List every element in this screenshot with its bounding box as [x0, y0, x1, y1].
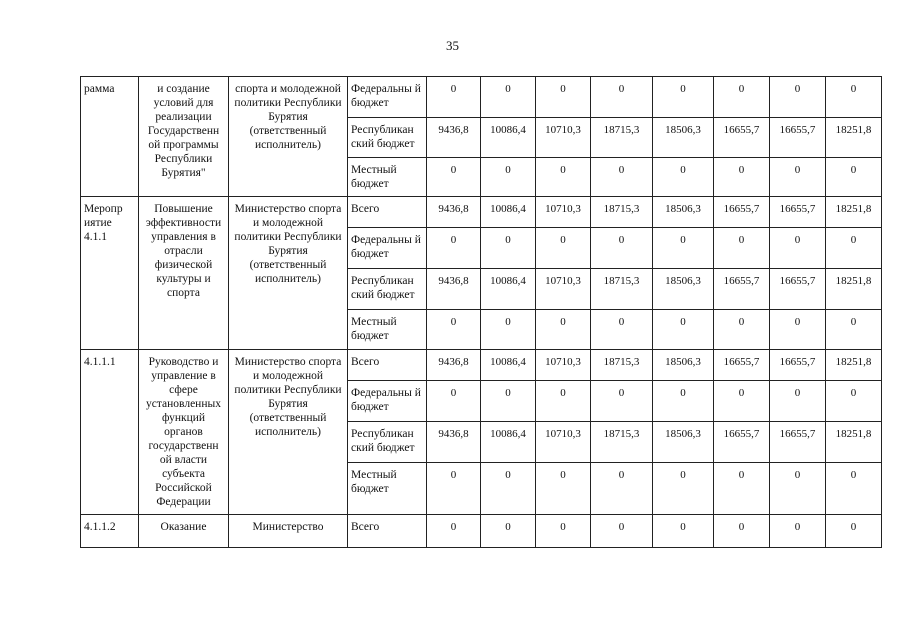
table-row: [81, 197, 882, 228]
funding-value: 0: [427, 310, 481, 350]
funding-value: 10710,3: [536, 422, 591, 463]
funding-value: 10086,4: [481, 269, 536, 310]
funding-value: 0: [536, 310, 591, 350]
funding-value: 0: [653, 515, 714, 548]
funding-value: 0: [826, 381, 882, 422]
funding-value: 0: [481, 381, 536, 422]
funding-value: 0: [770, 310, 826, 350]
funding-value: 0: [427, 228, 481, 269]
funding-value: 16655,7: [714, 197, 770, 228]
row-executor: Министерство: [229, 515, 348, 548]
funding-value: 18251,8: [826, 422, 882, 463]
funding-value: 0: [653, 77, 714, 118]
funding-value: 0: [714, 228, 770, 269]
funding-value: 16655,7: [714, 118, 770, 158]
row-code: Меропр иятие 4.1.1: [81, 197, 139, 350]
page-number: 35: [446, 38, 459, 53]
funding-value: 0: [714, 77, 770, 118]
funding-value: 16655,7: [770, 118, 826, 158]
funding-value: 0: [536, 381, 591, 422]
funding-value: 0: [653, 228, 714, 269]
funding-value: 0: [826, 77, 882, 118]
funding-value: 9436,8: [427, 269, 481, 310]
funding-value: 0: [770, 228, 826, 269]
funding-value: 0: [770, 77, 826, 118]
funding-value: 0: [481, 310, 536, 350]
funding-value: 18506,3: [653, 422, 714, 463]
funding-value: 18715,3: [591, 350, 653, 381]
funding-value: 16655,7: [714, 269, 770, 310]
funding-value: 0: [714, 515, 770, 548]
funding-source: Всего: [348, 350, 427, 381]
funding-source: Республикан ский бюджет: [348, 269, 427, 310]
funding-value: 10086,4: [481, 350, 536, 381]
budget-table-body: [81, 77, 882, 548]
funding-value: 0: [536, 77, 591, 118]
funding-value: 16655,7: [770, 350, 826, 381]
row-name: Руководство и управление в сфере установленных функций органов государственн ой власти субъекта Российской Федерации: [139, 350, 229, 515]
row-executor: Министерство спорта и молодежной политики Республики Бурятия (ответственный исполнитель): [229, 350, 348, 515]
funding-value: 0: [826, 158, 882, 197]
funding-value: 18251,8: [826, 118, 882, 158]
funding-value: 0: [427, 77, 481, 118]
funding-value: 9436,8: [427, 350, 481, 381]
funding-value: 0: [536, 463, 591, 515]
funding-value: 0: [591, 158, 653, 197]
funding-value: 18715,3: [591, 422, 653, 463]
funding-source: Федеральны й бюджет: [348, 228, 427, 269]
funding-value: 9436,8: [427, 197, 481, 228]
funding-value: 10710,3: [536, 197, 591, 228]
funding-value: 0: [770, 515, 826, 548]
funding-source: Всего: [348, 197, 427, 228]
funding-source: Местный бюджет: [348, 158, 427, 197]
table-row: [81, 350, 882, 381]
funding-value: 10086,4: [481, 197, 536, 228]
funding-value: 0: [591, 228, 653, 269]
funding-value: 0: [591, 463, 653, 515]
funding-value: 0: [714, 463, 770, 515]
funding-source: Местный бюджет: [348, 310, 427, 350]
funding-value: 0: [427, 515, 481, 548]
funding-value: 18715,3: [591, 118, 653, 158]
funding-value: 0: [770, 381, 826, 422]
funding-value: 0: [591, 515, 653, 548]
funding-value: 0: [591, 77, 653, 118]
funding-source: Местный бюджет: [348, 463, 427, 515]
funding-value: 16655,7: [770, 197, 826, 228]
funding-value: 0: [770, 158, 826, 197]
funding-source: Федеральны й бюджет: [348, 381, 427, 422]
funding-value: 18715,3: [591, 197, 653, 228]
row-code: рамма: [81, 77, 139, 197]
funding-value: 18251,8: [826, 197, 882, 228]
funding-source: Федеральны й бюджет: [348, 77, 427, 118]
table-row: [81, 77, 882, 118]
row-name: Оказание: [139, 515, 229, 548]
funding-value: 0: [481, 158, 536, 197]
funding-value: 0: [481, 463, 536, 515]
funding-value: 0: [591, 381, 653, 422]
budget-table: [80, 76, 882, 548]
funding-value: 16655,7: [770, 422, 826, 463]
funding-value: 0: [826, 463, 882, 515]
row-name: Повышение эффективности управления в отрасли физической культуры и спорта: [139, 197, 229, 350]
funding-value: 10710,3: [536, 350, 591, 381]
funding-value: 16655,7: [770, 269, 826, 310]
funding-value: 18506,3: [653, 118, 714, 158]
funding-value: 0: [714, 381, 770, 422]
funding-value: 0: [653, 310, 714, 350]
row-name: и создание условий для реализации Государственн ой программы Республики Бурятия": [139, 77, 229, 197]
funding-value: 0: [653, 158, 714, 197]
funding-value: 18506,3: [653, 197, 714, 228]
funding-value: 9436,8: [427, 118, 481, 158]
funding-value: 0: [481, 515, 536, 548]
funding-value: 18251,8: [826, 269, 882, 310]
funding-value: 0: [770, 463, 826, 515]
funding-source: Республикан ский бюджет: [348, 118, 427, 158]
funding-value: 0: [481, 77, 536, 118]
funding-value: 0: [653, 463, 714, 515]
funding-value: 0: [427, 463, 481, 515]
row-code: 4.1.1.2: [81, 515, 139, 548]
row-executor: спорта и молодежной политики Республики Бурятия (ответственный исполнитель): [229, 77, 348, 197]
funding-value: 0: [481, 228, 536, 269]
funding-value: 9436,8: [427, 422, 481, 463]
funding-source: Всего: [348, 515, 427, 548]
funding-source: Республикан ский бюджет: [348, 422, 427, 463]
table-row: [81, 515, 882, 548]
funding-value: 0: [427, 158, 481, 197]
funding-value: 0: [826, 310, 882, 350]
funding-value: 0: [591, 310, 653, 350]
row-code: 4.1.1.1: [81, 350, 139, 515]
funding-value: 0: [536, 228, 591, 269]
funding-value: 10086,4: [481, 422, 536, 463]
row-executor: Министерство спорта и молодежной политики Республики Бурятия (ответственный исполнитель): [229, 197, 348, 350]
funding-value: 0: [714, 158, 770, 197]
funding-value: 18715,3: [591, 269, 653, 310]
funding-value: 0: [427, 381, 481, 422]
funding-value: 10710,3: [536, 118, 591, 158]
funding-value: 0: [536, 515, 591, 548]
funding-value: 0: [653, 381, 714, 422]
funding-value: 10710,3: [536, 269, 591, 310]
funding-value: 0: [714, 310, 770, 350]
funding-value: 10086,4: [481, 118, 536, 158]
funding-value: 18251,8: [826, 350, 882, 381]
funding-value: 18506,3: [653, 350, 714, 381]
funding-value: 0: [826, 228, 882, 269]
funding-value: 0: [536, 158, 591, 197]
funding-value: 16655,7: [714, 422, 770, 463]
funding-value: 16655,7: [714, 350, 770, 381]
funding-value: 18506,3: [653, 269, 714, 310]
funding-value: 0: [826, 515, 882, 548]
